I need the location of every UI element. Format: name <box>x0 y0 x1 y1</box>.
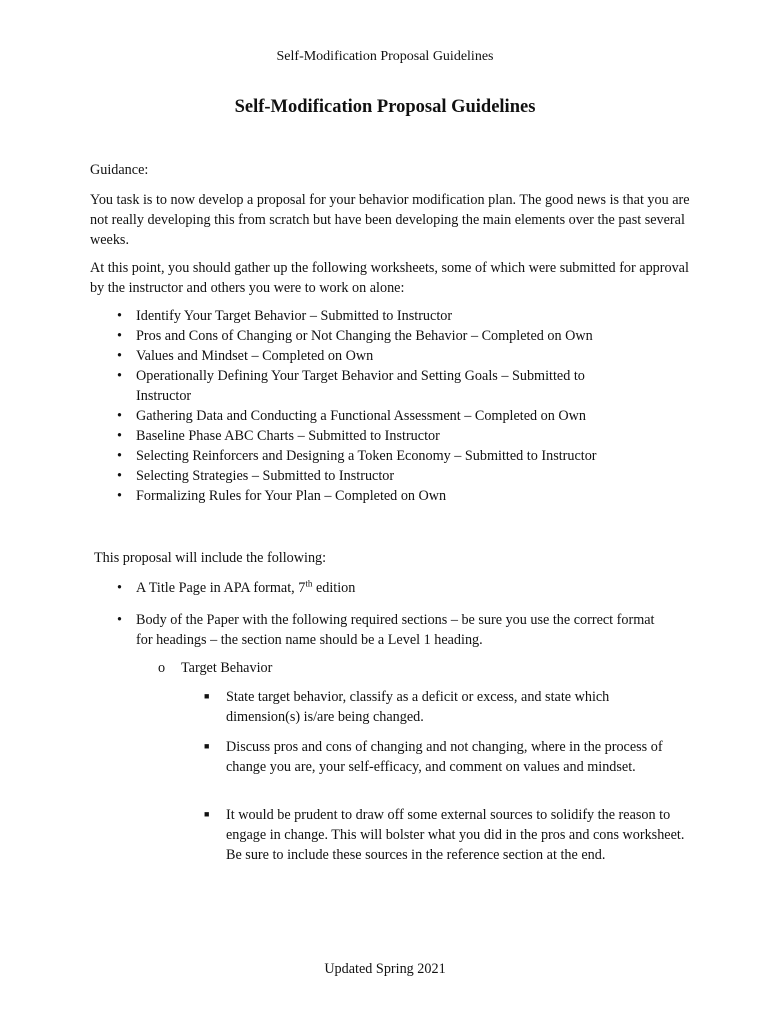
bullet-icon: • <box>117 448 122 464</box>
worksheet-item: • Identify Your Target Behavior – Submitted to Instructor <box>117 308 453 324</box>
worksheet-item: • Gathering Data and Conducting a Functional Assessment – Completed on Own <box>117 408 586 424</box>
target-behavior-point: It would be prudent to draw off some external sources to solidify the reason to engage in change. This will bolster what you did in the pros and cons worksheet. Be sure to include these sources in the reference section at the end. <box>226 807 685 863</box>
square-bullet-icon: ■ <box>204 691 210 701</box>
proposal-intro: This proposal will include the following: <box>94 550 327 566</box>
bullet-icon: • <box>117 580 122 596</box>
intro-paragraph: You task is to now develop a proposal for your behavior modification plan. The good news is that you are not really developing this from scratch but have been developing the main elements over the past several weeks. <box>90 192 690 248</box>
gather-paragraph: At this point, you should gather up the following worksheets, some of which were submitted for approval by the instructor and others you were to work on alone: <box>90 260 689 296</box>
worksheet-item: • Selecting Strategies – Submitted to Instructor <box>117 468 395 484</box>
document-title: Self-Modification Proposal Guidelines <box>234 97 536 117</box>
worksheet-item: • Baseline Phase ABC Charts – Submitted to Instructor <box>117 428 440 444</box>
page-footer: Updated Spring 2021 <box>324 961 446 977</box>
title-page-item: A Title Page in APA format, 7th edition <box>136 578 356 596</box>
square-bullet-icon: ■ <box>204 741 210 751</box>
body-item: Body of the Paper with the following required sections – be sure you use the correct format for headings – the section name should be a Level 1 heading. <box>136 612 655 648</box>
worksheet-item: • Pros and Cons of Changing or Not Changing the Behavior – Completed on Own <box>117 328 593 344</box>
target-behavior-heading: Target Behavior <box>181 660 273 676</box>
running-header: Self-Modification Proposal Guidelines <box>276 49 494 64</box>
target-behavior-point: State target behavior, classify as a deficit or excess, and state which dimension(s) is/are being changed. <box>226 689 610 725</box>
bullet-icon: • <box>117 368 122 384</box>
worksheet-item: • Selecting Reinforcers and Designing a Token Economy – Submitted to Instructor <box>117 448 597 464</box>
guidance-label: Guidance: <box>90 162 149 178</box>
target-behavior-point: Discuss pros and cons of changing and not changing, where in the process of change you are, your self-efficacy, and comment on values and mindset. <box>226 739 663 775</box>
worksheet-item: • Values and Mindset – Completed on Own <box>117 348 374 364</box>
bullet-icon: • <box>117 308 122 324</box>
circle-bullet-icon: o <box>158 660 166 676</box>
bullet-icon: • <box>117 428 122 444</box>
bullet-icon: • <box>117 408 122 424</box>
worksheet-list <box>117 306 697 506</box>
bullet-icon: • <box>117 488 122 504</box>
bullet-icon: • <box>117 348 122 364</box>
bullet-icon: • <box>117 468 122 484</box>
bullet-icon: • <box>117 328 122 344</box>
worksheet-item: • Formalizing Rules for Your Plan – Completed on Own <box>117 488 447 504</box>
worksheet-item: • Operationally Defining Your Target Behavior and Setting Goals – Submitted to Instructor <box>117 368 585 404</box>
square-bullet-icon: ■ <box>204 809 210 819</box>
bullet-icon: • <box>117 612 122 628</box>
